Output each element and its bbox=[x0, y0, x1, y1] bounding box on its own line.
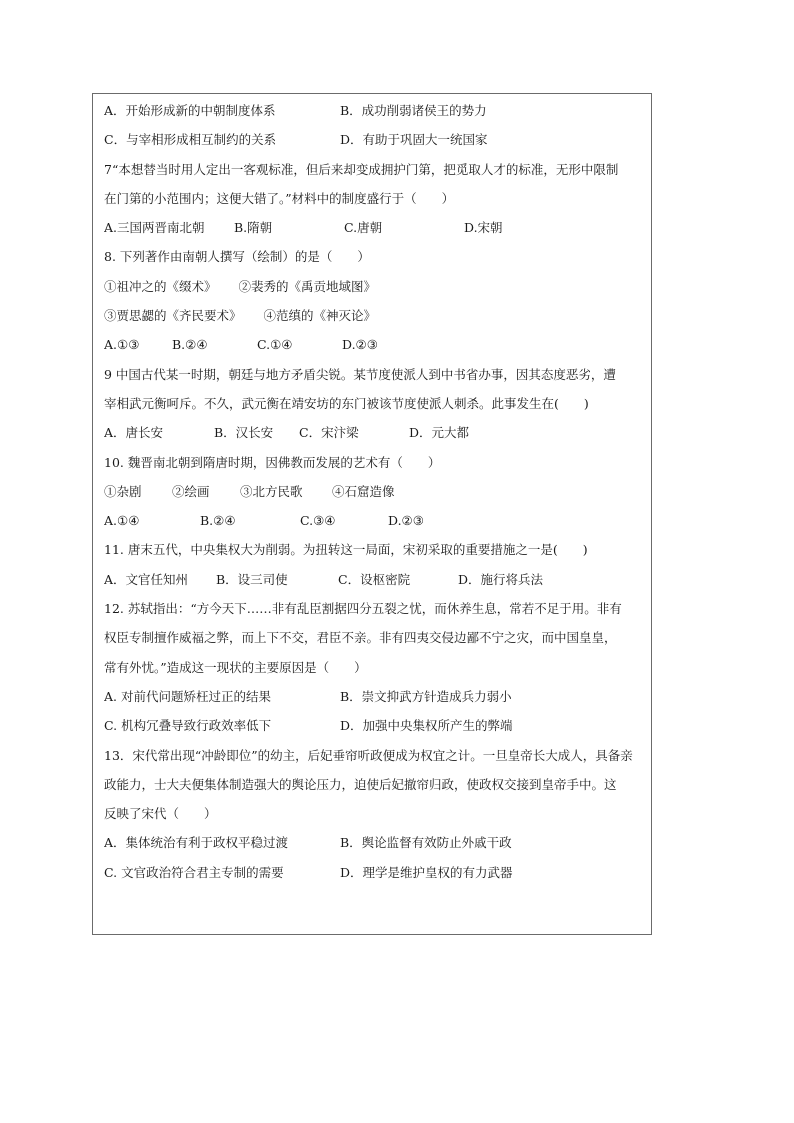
q13-stem-3: 反映了宋代（ ） bbox=[104, 806, 217, 822]
q9-options bbox=[104, 418, 648, 447]
q7-option-c: C.唐朝 bbox=[344, 220, 383, 236]
q12-options-2 bbox=[104, 711, 648, 740]
q6-options bbox=[104, 96, 648, 125]
q8-option-a: A.①③ bbox=[104, 337, 140, 353]
q13-stem-2: 政能力，士大夫便集体制造强大的舆论压力，迫使后妃撤帘归政，使政权交接到皇帝手中。这 bbox=[104, 776, 617, 792]
q12-option-d: D．加强中央集权所产生的弊端 bbox=[340, 718, 513, 734]
q8-item-3: ③贾思勰的《齐民要术》 bbox=[104, 308, 242, 324]
q8-item-1: ①祖冲之的《缀术》 bbox=[104, 278, 217, 294]
q6-option-c: C．与宰相形成相互制约的关系 bbox=[104, 132, 277, 148]
q9-stem-1: 9 中国古代某一时期，朝廷与地方矛盾尖锐。某节度使派人到中书省办事，因其态度恶劣，遭 bbox=[104, 366, 616, 382]
q9-option-b: B．汉长安 bbox=[214, 425, 274, 441]
q6-option-a: A．开始形成新的中朝制度体系 bbox=[104, 103, 276, 118]
q10-item-2: ②绘画 bbox=[172, 483, 210, 499]
q12-option-a: A. 对前代问题矫枉过正的结果 bbox=[104, 688, 271, 704]
q13-option-d: D．理学是维护皇权的有力武器 bbox=[340, 864, 513, 880]
q10-stem: 10. 魏晋南北朝到隋唐时期，因佛教而发展的艺术有（ ） bbox=[104, 454, 441, 470]
q12-stem-2: 权臣专制擅作威福之弊，而上下不交，君臣不亲。非有四夷交侵边鄙不宁之灾，而中国皇皇， bbox=[104, 630, 617, 646]
q10-option-a: A.①④ bbox=[104, 513, 140, 529]
q8-option-b: B.②④ bbox=[172, 337, 208, 353]
q8-items-1 bbox=[104, 272, 648, 301]
q11-option-a: A．文官任知州 bbox=[104, 571, 189, 587]
q9-stem-2: 宰相武元衡呵斥。不久，武元衡在靖安坊的东门被该节度使派人刺杀。此事发生在( ) bbox=[104, 395, 589, 411]
q10-option-b: B.②④ bbox=[200, 513, 236, 529]
q12-options bbox=[104, 682, 648, 711]
q11-stem: 11. 唐末五代，中央集权大为削弱。为扭转这一局面，宋初采取的重要措施之一是( ) bbox=[104, 542, 588, 558]
q8-item-2: ②裴秀的《禹贡地域图》 bbox=[238, 278, 377, 294]
q8-stem: 8. 下列著作由南朝人撰写（绘制）的是（ ） bbox=[104, 249, 370, 265]
exam-content bbox=[104, 96, 648, 887]
q8-options bbox=[104, 330, 648, 359]
q6-option-d: D．有助于巩固大一统国家 bbox=[340, 132, 488, 148]
q11-option-b: B．设三司使 bbox=[216, 571, 288, 587]
q10-item-1: ①杂剧 bbox=[104, 483, 142, 499]
q13-option-a: A．集体统治有利于政权平稳过渡 bbox=[104, 835, 289, 851]
q13-option-c: C. 文官政治符合君主专制的需要 bbox=[104, 864, 284, 880]
q6-options-2 bbox=[104, 125, 648, 154]
q13-options-2 bbox=[104, 858, 648, 887]
q11-options bbox=[104, 565, 648, 594]
q11-option-c: C．设枢密院 bbox=[338, 571, 411, 587]
q7-option-a: A.三国两晋南北朝 bbox=[104, 220, 205, 236]
q8-items-2 bbox=[104, 301, 648, 330]
q8-option-c: C.①④ bbox=[257, 337, 293, 353]
q10-item-4: ④石窟造像 bbox=[332, 483, 395, 499]
q12-stem-3: 常有外忧。”造成这一现状的主要原因是（ ） bbox=[104, 659, 367, 675]
q12-option-b: B．崇文抑武方针造成兵力弱小 bbox=[340, 688, 512, 704]
q12-stem-1: 12. 苏轼指出：“方今天下……非有乱臣割据四分五裂之忧，而休养生息，常若不足于用。非有 bbox=[104, 601, 622, 617]
q10-options bbox=[104, 506, 648, 535]
q9-option-a: A．唐长安 bbox=[104, 425, 164, 441]
q6-option-b: B．成功削弱诸侯王的势力 bbox=[340, 103, 487, 118]
q8-option-d: D.②③ bbox=[342, 337, 378, 353]
q7-stem-1: 7“本想替当时用人定出一客观标准，但后来却变成拥护门第，把觅取人才的标准，无形中限制 bbox=[104, 161, 619, 177]
q10-option-d: D.②③ bbox=[388, 513, 424, 529]
q12-option-c: C. 机构冗叠导致行政效率低下 bbox=[104, 718, 272, 734]
q7-options bbox=[104, 213, 648, 242]
q10-option-c: C.③④ bbox=[300, 513, 336, 529]
q10-item-3: ③北方民歌 bbox=[240, 483, 303, 499]
q11-option-d: D．施行将兵法 bbox=[458, 571, 544, 587]
q7-option-d: D.宋朝 bbox=[464, 220, 503, 236]
q10-items bbox=[104, 477, 648, 506]
q7-option-b: B.隋朝 bbox=[234, 220, 273, 236]
q13-option-b: B．舆论监督有效防止外戚干政 bbox=[340, 835, 512, 851]
q13-stem-1: 13．宋代常出现“冲龄即位”的幼主，后妃垂帘听政便成为权宜之计。一旦皇帝长大成人，具备亲 bbox=[104, 747, 633, 763]
q7-stem-2: 在门第的小范围内；这便大错了。”材料中的制度盛行于（ ） bbox=[104, 190, 455, 206]
q9-option-d: D．元大都 bbox=[409, 425, 470, 441]
q13-options bbox=[104, 828, 648, 857]
q8-item-4: ④范缜的《神灭论》 bbox=[263, 308, 377, 324]
q9-option-c: C．宋汴梁 bbox=[299, 425, 359, 441]
